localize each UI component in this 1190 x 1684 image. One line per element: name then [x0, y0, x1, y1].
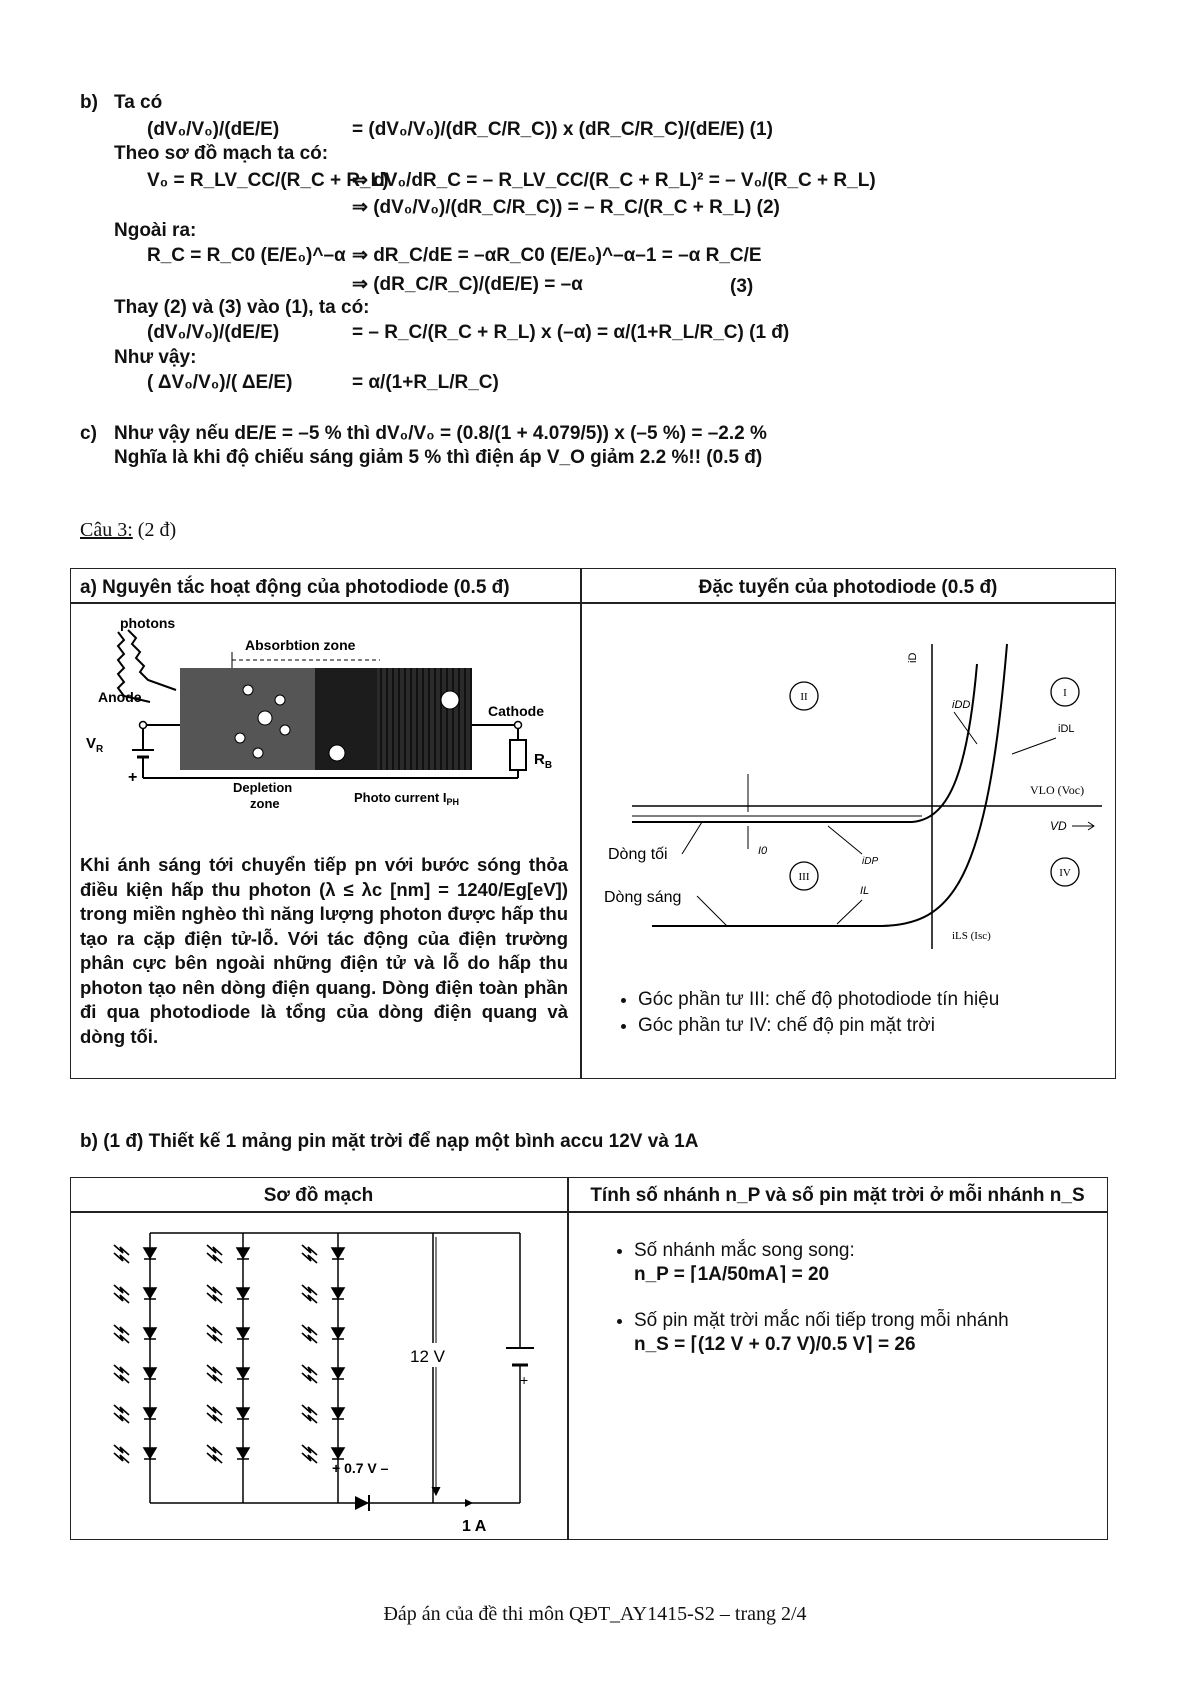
part-b-line: ⇒ (dV₀/V₀)/(dR_C/R_C)) = – R_C/(R_C + R_L) (2)	[352, 197, 780, 218]
solar-cell-diode-icon	[237, 1248, 249, 1259]
part-b-line: Thay (2) và (3) vào (1), ta có:	[114, 297, 370, 318]
solar-cell-diode-icon	[237, 1448, 249, 1459]
solar-cell-diode-icon	[237, 1288, 249, 1299]
photodiode-structure-figure	[80, 610, 575, 820]
idp-label: iDP	[862, 856, 879, 867]
part-b-line: ⇒ dR_C/dE = –αR_C0 (E/E₀)^–α–1 = –α R_C/E	[352, 245, 762, 266]
quadrant-2-label: II	[800, 691, 808, 703]
blocking-diode	[355, 1496, 369, 1510]
current-1a-label: 1 A	[462, 1518, 487, 1535]
light-arrow-icon	[114, 1365, 129, 1383]
photo-current-label: Photo current $I_{PH}$	[354, 790, 459, 807]
part-b-line: ( ΔV₀/V₀)/( ΔE/E)	[147, 372, 293, 393]
table2-left-header: Sơ đồ mạch	[263, 1185, 374, 1206]
calc-bullet-item	[634, 1309, 1124, 1357]
dong-toi-pointer	[682, 822, 702, 854]
anode-label: Anode	[98, 689, 142, 705]
photon-wave-icon	[128, 630, 176, 690]
solar-cell-diode-icon	[332, 1408, 344, 1419]
curve-bullet-item: • Góc phần tư IV: chế độ pin mặt trời	[638, 1013, 1118, 1039]
light-arrow-icon	[302, 1445, 317, 1463]
page-footer: Đáp án của đề thi môn QĐT_AY1415-S2 – trang 2/4	[383, 1603, 807, 1625]
part-c-line1: Như vậy nếu dE/E = –5 % thì dV₀/V₀ = (0.8/(1 + 4.079/5)) x (–5 %) = –2.2 %	[114, 423, 767, 444]
solar-cell-diode-icon	[332, 1248, 344, 1259]
light-arrow-icon	[207, 1365, 222, 1383]
solar-cell-diode-icon	[332, 1448, 344, 1459]
current-arrow	[465, 1499, 473, 1507]
calc-bullet-item	[634, 1239, 1124, 1287]
part-c-line2: Nghĩa là khi độ chiếu sáng giảm 5 % thì điện áp V_O giảm 2.2 %!! (0.5 đ)	[114, 447, 763, 468]
dong-sang-pointer	[697, 896, 727, 926]
part-b-line: Như vậy:	[114, 347, 197, 368]
solar-cell-array	[114, 1245, 344, 1463]
ils-label: iLS (Isc)	[952, 930, 991, 942]
solar-cell-diode-icon	[144, 1448, 156, 1459]
part-b-line: V₀ = R_LV_CC/(R_C + R_L)	[147, 170, 389, 191]
curve-bullet-item: • Góc phần tư III: chế độ photodiode tín hiệu	[638, 987, 1118, 1013]
light-arrow-icon	[207, 1325, 222, 1343]
vr-label: $V_R$	[86, 735, 104, 755]
photodiode-characteristic-figure	[582, 604, 1114, 984]
calc-bullet-formula: n_P = ⌈1A/50mA⌉ = 20	[634, 1264, 830, 1285]
light-arrow-icon	[207, 1405, 222, 1423]
quadrant-3-label: III	[798, 871, 810, 883]
light-arrow-icon	[302, 1405, 317, 1423]
light-arrow-icon	[114, 1325, 129, 1343]
il-pointer	[837, 900, 862, 924]
table1-left-header: a) Nguyên tắc hoạt động của photodiode (0.5 đ)	[80, 577, 510, 598]
part-b-line: = (dV₀/V₀)/(dR_C/R_C)) x (dR_C/R_C)/(dE/E) (1)	[352, 119, 773, 140]
depletion-region	[315, 668, 377, 770]
light-arrow-icon	[114, 1405, 129, 1423]
rb-label: $R_B$	[534, 751, 553, 771]
solar-array-circuit	[100, 1213, 560, 1535]
diode-drop-label: + 0.7 V –	[332, 1460, 389, 1476]
light-arrow-icon	[207, 1245, 222, 1263]
solar-cell-diode-icon	[144, 1328, 156, 1339]
dark-current-curve	[632, 664, 977, 822]
table2-right-header: Tính số nhánh n_P và số pin mặt trời ở mỗi nhánh n_S	[590, 1185, 1085, 1206]
part-b-line: (dV₀/V₀)/(dE/E)	[147, 322, 280, 343]
solar-cell-diode-icon	[237, 1328, 249, 1339]
solar-cell-diode-icon	[332, 1328, 344, 1339]
question-3-points: (2 đ)	[137, 519, 177, 541]
dong-sang-label: Dòng sáng	[604, 889, 682, 906]
curve-bullet-list	[616, 987, 1118, 1039]
vd-axis-label: VD	[1050, 819, 1067, 833]
light-arrow-icon	[302, 1245, 317, 1263]
light-arrow-icon	[302, 1325, 317, 1343]
cathode-terminal	[515, 722, 522, 729]
part-c-label: c)	[80, 423, 97, 444]
photodiode-explanation: Khi ánh sáng tới chuyển tiếp pn với bước sóng thỏa điều kiện hấp thu photon (λ ≤ λc [nm] = 1240/Eg[eV]) trong miền nghèo thì năng lượng photon được hấp thu tạo ra cặp điện tử-lỗ. Với tác động của điện trường phân cực bên ngoài những điện tử và lỗ do hấp thu photon tạo nên dòng điện quang. Dòng điện toàn phần đi qua photodiode là tổng của dòng điện quang và dòng tối.	[80, 854, 568, 1047]
idp-pointer	[828, 826, 862, 854]
zone-label: zone	[250, 796, 280, 811]
quadrant-4-label: IV	[1059, 867, 1071, 879]
solar-cell-diode-icon	[237, 1368, 249, 1379]
solar-cell-diode-icon	[237, 1408, 249, 1419]
battery-plus: +	[520, 1372, 529, 1388]
anode-terminal	[140, 722, 147, 729]
part-b-line: Ngoài ra:	[114, 220, 197, 241]
question-3-heading	[80, 519, 176, 542]
rb-resistor	[510, 740, 526, 770]
part-b-line: = – R_C/(R_C + R_L) x (–α) = α/(1+R_L/R_C) (1 đ)	[352, 322, 790, 343]
quadrant-1-label: I	[1063, 687, 1067, 699]
vlo-label: VLO (Voc)	[1030, 783, 1085, 797]
photons-label: photons	[120, 615, 176, 631]
part-b2-title: b) (1 đ) Thiết kế 1 mảng pin mặt trời để nạp một bình accu 12V và 1A	[80, 1131, 699, 1152]
light-arrow-icon	[302, 1285, 317, 1303]
table1-right-header: Đặc tuyến của photodiode (0.5 đ)	[698, 577, 998, 598]
p-region	[180, 668, 315, 770]
part-b-line: (3)	[730, 276, 754, 297]
light-arrow-icon	[114, 1245, 129, 1263]
light-arrow-icon	[114, 1445, 129, 1463]
solar-cell-diode-icon	[332, 1368, 344, 1379]
light-arrow-icon	[207, 1285, 222, 1303]
vd-arrow	[1072, 822, 1094, 830]
dong-toi-label: Dòng tối	[608, 846, 668, 863]
idl-pointer	[1012, 738, 1056, 754]
part-b-line: ⇒ (dR_C/R_C)/(dE/E) = –α	[352, 274, 583, 295]
solar-cell-diode-icon	[144, 1408, 156, 1419]
cathode-label: Cathode	[488, 703, 544, 719]
calc-bullet-list	[612, 1239, 1124, 1357]
calc-bullet-formula: n_S = ⌈(12 V + 0.7 V)/0.5 V⌉ = 26	[634, 1334, 916, 1355]
part-b-line: (dV₀/V₀)/(dE/E)	[147, 119, 280, 140]
solar-cell-diode-icon	[144, 1368, 156, 1379]
part-b-line: R_C = R_C0 (E/E₀)^–α	[147, 245, 346, 266]
voltage-12v-label: 12 V	[410, 1347, 445, 1366]
solar-cell-diode-icon	[332, 1288, 344, 1299]
calc-bullet-title: • Số nhánh mắc song song:	[634, 1240, 855, 1261]
solar-cell-diode-icon	[144, 1248, 156, 1259]
n-region	[377, 668, 472, 770]
table-divider	[567, 1177, 569, 1539]
idl-label: iDL	[1058, 723, 1075, 735]
part-b-label: b)	[80, 92, 98, 113]
absorption-zone-label: Absorbtion zone	[245, 637, 356, 653]
idd-label: iDD	[952, 699, 971, 711]
light-arrow-icon	[207, 1445, 222, 1463]
il-label: IL	[860, 885, 870, 897]
light-arrow-icon	[114, 1285, 129, 1303]
io-label: I0	[758, 845, 768, 857]
depletion-label: Depletion	[233, 780, 293, 795]
solar-cell-diode-icon	[144, 1288, 156, 1299]
battery-plus: +	[128, 769, 138, 786]
idd-pointer	[954, 712, 977, 744]
part-b-line: = α/(1+R_L/R_C)	[352, 372, 499, 393]
part-b-line: Theo sơ đồ mạch ta có:	[114, 143, 329, 164]
part-b-line: Ta có	[114, 92, 163, 113]
id-axis-label: iD	[907, 652, 919, 663]
light-arrow-icon	[302, 1365, 317, 1383]
part-b-line: ⇒ dV₀/dR_C = – R_LV_CC/(R_C + R_L)² = – V₀/(R_C + R_L)	[352, 170, 876, 191]
question-3-title: Câu 3:	[80, 519, 133, 541]
calc-bullet-title: • Số pin mặt trời mắc nối tiếp trong mỗi nhánh	[634, 1310, 1009, 1331]
